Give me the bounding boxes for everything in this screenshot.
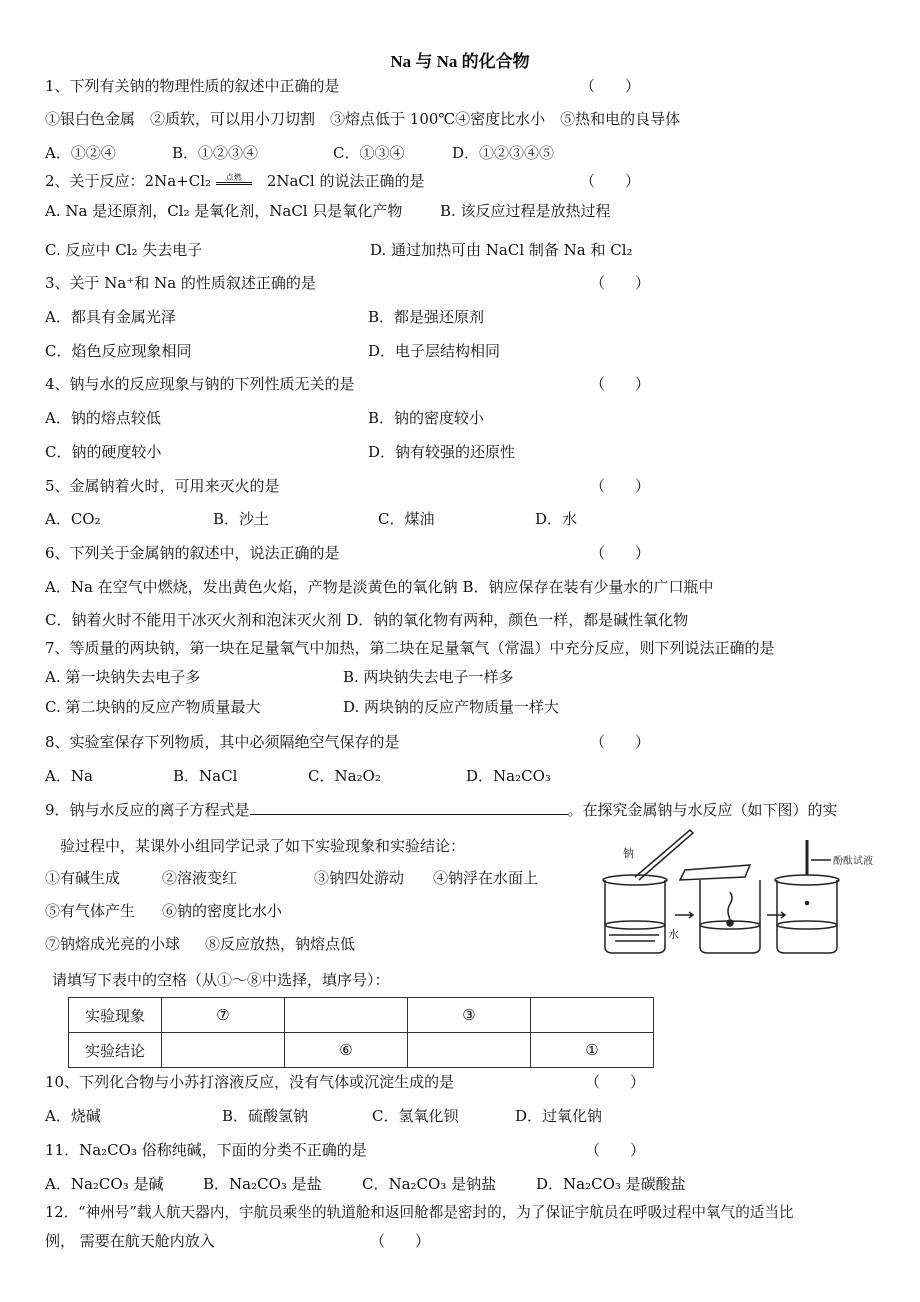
arrow-icon [767, 912, 785, 918]
q7-option: D. 两块钠的反应产物质量一样大 [343, 698, 560, 716]
q9-item: ⑤有气体产生 [45, 902, 136, 920]
q3-paren: （ ） [590, 274, 651, 292]
q2-paren: （ ） [580, 172, 641, 190]
q4-option: C．钠的硬度较小 [45, 443, 162, 461]
q3-option: A．都具有金属光泽 [45, 308, 176, 326]
q3-option: B．都是强还原剂 [368, 308, 485, 326]
q1-paren: （ ） [580, 77, 641, 95]
label-phenolphthalein: 酚酞试液 [833, 856, 873, 867]
table-cell[interactable] [285, 998, 408, 1033]
q2-option: B. 该反应过程是放热过程 [440, 202, 611, 220]
table-cell[interactable] [162, 1033, 285, 1068]
beaker-3-icon [775, 840, 839, 953]
q9-stem-a: 9．钠与水反应的离子方程式是 [45, 801, 250, 819]
q5-option: D．水 [535, 510, 578, 528]
q10-paren: （ ） [585, 1073, 646, 1091]
q5-option: B．沙土 [213, 510, 270, 528]
q1-option: C．①③④ [333, 144, 405, 162]
q4-paren: （ ） [590, 375, 651, 393]
q1-stem: 1、下列有关钠的物理性质的叙述中正确的是 [45, 77, 340, 95]
q12-paren: （ ） [370, 1232, 431, 1250]
q4-option: B．钠的密度较小 [368, 409, 485, 427]
q10-option: C．氢氧化钡 [372, 1107, 459, 1125]
q1-option: B．①②③④ [172, 144, 259, 162]
q9-fill-instruction: 请填写下表中的空格（从①～⑧中选择，填序号）： [52, 971, 390, 989]
q8-option: B．NaCl [173, 767, 238, 785]
q9-stem-b: 。在探究金属钠与水反应（如下图）的实 [567, 801, 838, 819]
q10-stem: 10、下列化合物与小苏打溶液反应，没有气体或沉淀生成的是 [45, 1073, 455, 1091]
q9-item: ⑦钠熔成光亮的小球 [45, 935, 181, 953]
q2-option: D. 通过加热可由 NaCl 制备 Na 和 Cl₂ [370, 241, 633, 259]
table-cell[interactable]: ① [531, 1033, 654, 1068]
q7-option: C. 第二块钠的反应产物质量最大 [45, 698, 261, 716]
q2-stem-a: 2、关于反应：2Na+Cl₂ [45, 172, 212, 190]
q8-stem: 8、实验室保存下列物质，其中必须隔绝空气保存的是 [45, 733, 400, 751]
q6-stem: 6、下列关于金属钠的叙述中，说法正确的是 [45, 544, 340, 562]
q8-option: D．Na₂CO₃ [466, 767, 551, 785]
table-cell[interactable]: ⑦ [162, 998, 285, 1033]
q12-stem-2: 例， 需要在航天舱内放入 [45, 1232, 215, 1250]
q3-option: D．电子层结构相同 [368, 342, 501, 360]
table-cell[interactable]: ③ [408, 998, 531, 1033]
q12-stem: 12．“神州号”载人航天器内，宇航员乘坐的轨道舱和返回舱都是密封的，为了保证宇航员在呼吸过程中氧气的适当比 [45, 1204, 794, 1221]
q7-stem: 7、等质量的两块钠，第一块在足量氧气中加热，第二块在足量氧气（常温）中充分反应，则下列说法正确的是 [45, 639, 775, 657]
q6-paren: （ ） [590, 544, 651, 562]
q10-option: B．硫酸氢钠 [222, 1107, 309, 1125]
page-title: Na 与 Na 的化合物 [390, 52, 530, 71]
q11-paren: （ ） [585, 1141, 646, 1159]
q11-option: C．Na₂CO₃ 是钠盐 [362, 1175, 497, 1193]
q9-stem [45, 800, 838, 820]
q5-stem: 5、金属钠着火时，可用来灭火的是 [45, 477, 280, 495]
answer-blank[interactable] [250, 800, 568, 815]
q8-option: A．Na [45, 767, 93, 785]
q5-option: C．煤油 [378, 510, 435, 528]
answer-table [68, 997, 654, 1068]
q3-option: C．焰色反应现象相同 [45, 342, 192, 360]
q6-option: A．Na 在空气中燃烧，发出黄色火焰，产物是淡黄色的氧化钠 B．钠应保存在装有少量水的广口瓶中 [45, 578, 714, 596]
q9-item: ①有碱生成 [45, 869, 121, 887]
label-sodium: 钠 [623, 847, 634, 860]
q9-line2: 验过程中，某课外小组同学记录了如下实验现象和实验结论： [60, 837, 466, 855]
q7-option: B. 两块钠失去电子一样多 [343, 668, 514, 686]
experiment-figure [595, 825, 895, 965]
table-cell[interactable]: ⑥ [285, 1033, 408, 1068]
q8-paren: （ ） [590, 733, 651, 751]
q9-item: ④钠浮在水面上 [433, 869, 539, 887]
q10-option: A．烧碱 [45, 1107, 101, 1125]
q1-option: A．①②④ [45, 144, 116, 162]
row-header: 实验结论 [69, 1033, 162, 1068]
q10-option: D．过氧化钠 [515, 1107, 603, 1125]
beaker-2-icon [680, 865, 760, 953]
q11-option: A．Na₂CO₃ 是碱 [45, 1175, 164, 1193]
q9-item: ②溶液变红 [162, 869, 238, 887]
q6-option: C．钠着火时不能用干冰灭火剂和泡沫灭火剂 D．钠的氧化物有两种，颜色一样，都是碱性氧化物 [45, 611, 689, 629]
q5-option: A．CO₂ [45, 510, 101, 528]
q2-stem-b: 2NaCl 的说法正确的是 [266, 172, 425, 190]
table-cell[interactable] [531, 998, 654, 1033]
q1-items: ①银白色金属 ②质软，可以用小刀切割 ③熔点低于 100℃④密度比水小 ⑤热和电的良导体 [45, 110, 681, 128]
reaction-condition: 点燃 [216, 174, 252, 185]
q11-option: D．Na₂CO₃ 是碳酸盐 [536, 1175, 686, 1193]
q1-option: D．①②③④⑤ [452, 144, 555, 162]
row-header: 实验现象 [69, 998, 162, 1033]
q5-paren: （ ） [590, 477, 651, 495]
q4-option: D．钠有较强的还原性 [368, 443, 516, 461]
q2-stem [45, 171, 424, 191]
q9-item: ③钠四处游动 [314, 869, 405, 887]
q3-stem: 3、关于 Na⁺和 Na 的性质叙述正确的是 [45, 274, 316, 292]
table-row [69, 998, 654, 1033]
q8-option: C．Na₂O₂ [308, 767, 381, 785]
q7-option: A. 第一块钠失去电子多 [45, 668, 201, 686]
table-cell[interactable] [408, 1033, 531, 1068]
table-row [69, 1033, 654, 1068]
q11-option: B．Na₂CO₃ 是盐 [203, 1175, 322, 1193]
arrow-icon [675, 912, 693, 918]
q2-option: A. Na 是还原剂，Cl₂ 是氧化剂，NaCl 只是氧化产物 [45, 202, 403, 220]
label-water: 水 [668, 928, 679, 941]
q2-option: C. 反应中 Cl₂ 失去电子 [45, 241, 203, 259]
q11-stem: 11．Na₂CO₃ 俗称纯碱，下面的分类不正确的是 [45, 1141, 367, 1159]
beaker-1-icon [603, 875, 667, 953]
q9-item: ⑥钠的密度比水小 [162, 902, 283, 920]
q4-stem: 4、钠与水的反应现象与钠的下列性质无关的是 [45, 375, 355, 393]
q9-item: ⑧反应放热，钠熔点低 [205, 935, 356, 953]
q4-option: A．钠的熔点较低 [45, 409, 161, 427]
